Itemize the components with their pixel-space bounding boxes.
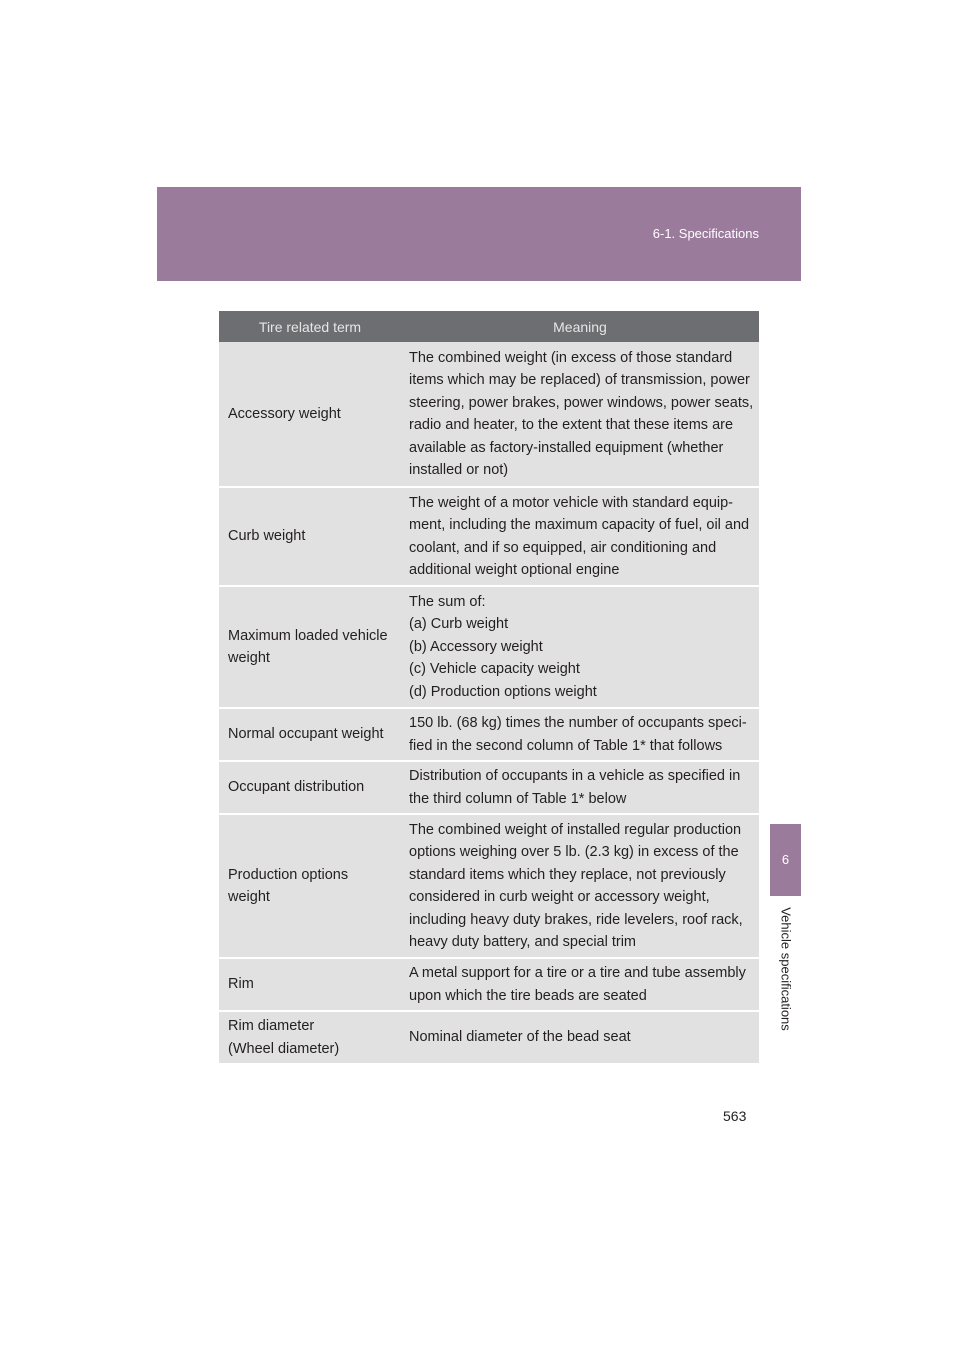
- table-row: [219, 708, 759, 761]
- term-cell: Rim: [219, 958, 401, 1011]
- chapter-number: 6: [781, 852, 790, 867]
- table-row: [219, 761, 759, 814]
- meaning-cell: The sum of: (a) Curb weight (b) Accessory weight (c) Vehicle capacity weight (d) Production options weight: [401, 586, 759, 708]
- header-term: Tire related term: [219, 311, 401, 342]
- chapter-tab: [770, 824, 801, 896]
- meaning-cell: 150 lb. (68 kg) times the number of occupants speci- fied in the second column of Table 1* that follows: [401, 708, 759, 761]
- table-row: [219, 487, 759, 586]
- header-meaning: Meaning: [401, 311, 759, 342]
- chapter-label-area: [770, 896, 801, 1042]
- term-cell: Normal occupant weight: [219, 708, 401, 761]
- meaning-cell: Nominal diameter of the bead seat: [401, 1011, 759, 1064]
- header-band: [157, 187, 801, 281]
- section-title: 6-1. Specifications: [652, 226, 759, 241]
- term-cell: Maximum loaded vehicle weight: [219, 586, 401, 708]
- term-cell: Accessory weight: [219, 342, 401, 487]
- term-cell: Curb weight: [219, 487, 401, 586]
- table-row: [219, 1011, 759, 1064]
- meaning-cell: The combined weight (in excess of those standard items which may be replaced) of transmission, power steering, power brakes, power windows, power seats, radio and heater, to the extent that these items are available as factory-installed equipment (whether installed or not): [401, 342, 759, 487]
- table-row: [219, 814, 759, 958]
- meaning-cell: The combined weight of installed regular production options weighing over 5 lb. (2.3 kg) in excess of the standard items which they replace, not previously considered in curb weight or accessory weight, including heavy duty brakes, ride levelers, roof rack, heavy duty battery, and special trim: [401, 814, 759, 958]
- tire-terms-table: [219, 311, 759, 1065]
- term-cell: Production options weight: [219, 814, 401, 958]
- term-cell: Occupant distribution: [219, 761, 401, 814]
- chapter-name: Vehicle specifications: [778, 907, 793, 1031]
- meaning-cell: Distribution of occupants in a vehicle as specified in the third column of Table 1* below: [401, 761, 759, 814]
- meaning-cell: The weight of a motor vehicle with standard equip- ment, including the maximum capacity of fuel, oil and coolant, and if so equipped, air conditioning and additional weight optional engine: [401, 487, 759, 586]
- table-row: [219, 586, 759, 708]
- page-number: 563: [723, 1108, 747, 1124]
- term-cell: Rim diameter (Wheel diameter): [219, 1011, 401, 1064]
- table-row: [219, 958, 759, 1011]
- table-header-row: [219, 311, 759, 342]
- table-row: [219, 342, 759, 487]
- meaning-cell: A metal support for a tire or a tire and tube assembly upon which the tire beads are seated: [401, 958, 759, 1011]
